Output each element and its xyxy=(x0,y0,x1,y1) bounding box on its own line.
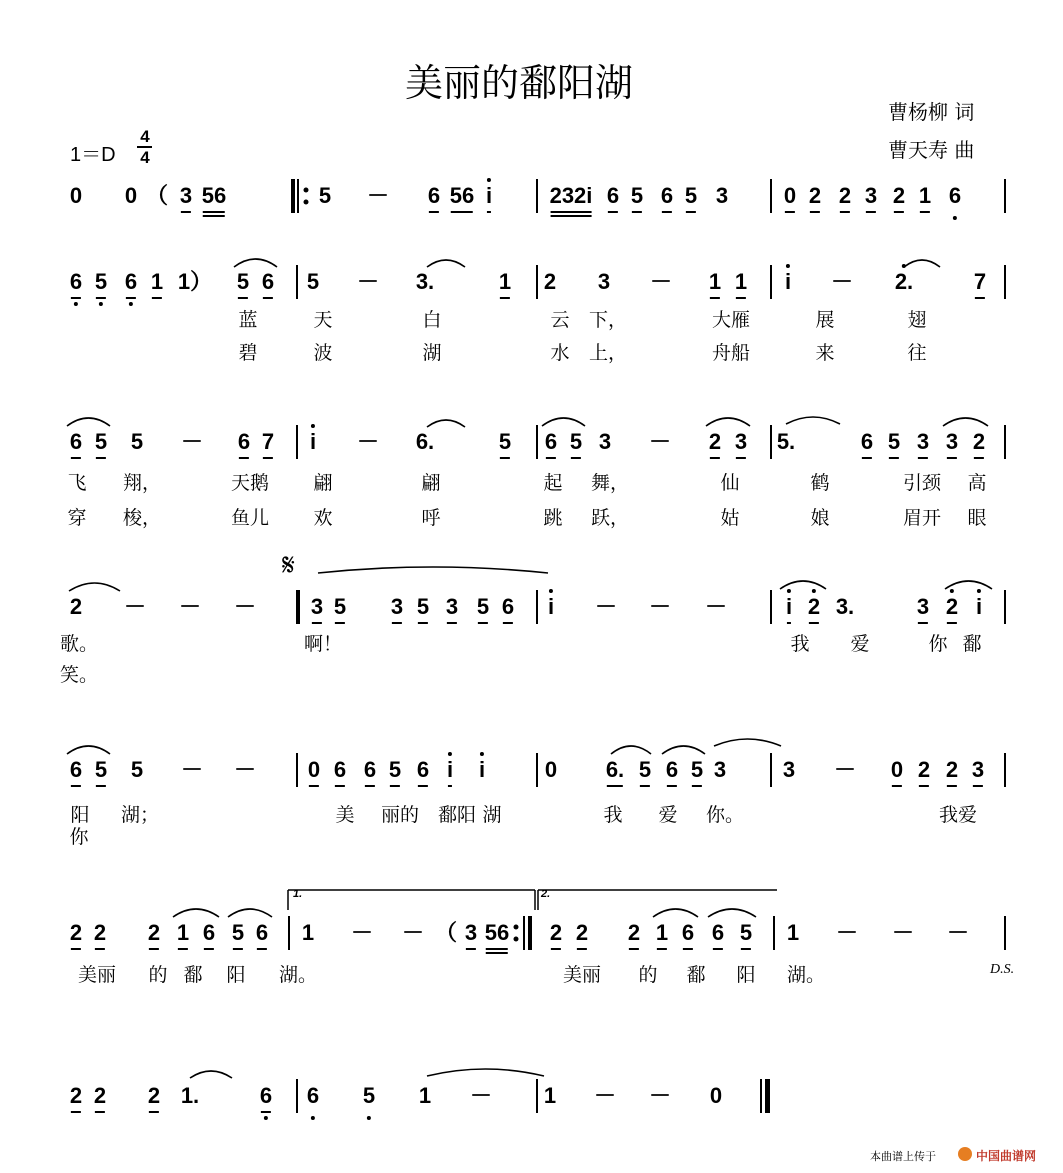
note: 2 xyxy=(93,920,107,945)
note: 5 xyxy=(306,269,320,294)
note: 3 xyxy=(916,594,930,619)
lyric-syllable: 天鹅 xyxy=(230,472,270,494)
note: 2 xyxy=(549,920,563,945)
note: 3 xyxy=(715,183,729,208)
note: 5 xyxy=(739,920,753,945)
note: 5 xyxy=(130,757,144,782)
note: 232i xyxy=(549,183,593,208)
note: － xyxy=(123,594,147,619)
note: 5 xyxy=(236,269,250,294)
lyric-syllable: 水 xyxy=(550,342,570,364)
note: 1 xyxy=(786,920,800,945)
slur xyxy=(945,581,992,589)
repeat-dot xyxy=(304,200,309,205)
note: 2 xyxy=(627,920,641,945)
note: 3 xyxy=(598,429,612,454)
note: 6 xyxy=(69,269,83,294)
note: 1 xyxy=(918,183,932,208)
note: 7 xyxy=(973,269,987,294)
note: 56 xyxy=(449,183,475,208)
note: 6 xyxy=(711,920,725,945)
note: 3 xyxy=(734,429,748,454)
note: （ xyxy=(434,920,458,945)
lyric-syllable: 的 xyxy=(148,964,168,986)
lyric-syllable: 往 xyxy=(907,342,927,364)
lyric-syllable: 你 xyxy=(69,826,89,848)
note: － xyxy=(648,594,672,619)
slur xyxy=(786,417,840,424)
lyric-syllable: 笑。 xyxy=(59,664,99,686)
lyric-syllable: 碧 xyxy=(238,342,258,364)
note: 6 xyxy=(255,920,269,945)
note: 2 xyxy=(543,269,557,294)
note: － xyxy=(946,920,970,945)
key-signature: 1＝D xyxy=(70,144,116,166)
note: i xyxy=(485,183,493,208)
note: 6 xyxy=(124,269,138,294)
note: 2 xyxy=(972,429,986,454)
lyric-syllable: 湖 xyxy=(422,342,442,364)
lyric-syllable: 鄱 xyxy=(183,964,203,986)
lyric-syllable: 穿 xyxy=(67,507,87,529)
note: － xyxy=(891,920,915,945)
note: 5 xyxy=(388,757,402,782)
lyric-syllable: 翔， xyxy=(122,472,162,494)
note: 5 xyxy=(416,594,430,619)
note: 2 xyxy=(147,1083,161,1108)
note: 2 xyxy=(708,429,722,454)
note: 5 xyxy=(94,429,108,454)
note: 6 xyxy=(306,1083,320,1108)
note: i xyxy=(478,757,486,782)
note: 2 xyxy=(147,920,161,945)
lyric-syllable: 鹤 xyxy=(810,472,830,494)
note: 2 xyxy=(69,594,83,619)
lyric-syllable: 歌。 xyxy=(59,633,99,655)
note: 5 xyxy=(231,920,245,945)
note: 3 xyxy=(945,429,959,454)
note: － xyxy=(649,269,673,294)
note: 5 xyxy=(887,429,901,454)
ds-mark: D.S. xyxy=(990,962,1015,977)
lyricist-credit: 曹杨柳 词 xyxy=(888,100,975,124)
note: 5 xyxy=(333,594,347,619)
note: 6 xyxy=(660,183,674,208)
note: 3 xyxy=(464,920,478,945)
song-title: 美丽的鄱阳湖 xyxy=(405,61,634,105)
note: 1 xyxy=(418,1083,432,1108)
note: － xyxy=(704,594,728,619)
note: 6 xyxy=(69,429,83,454)
note: － xyxy=(180,757,204,782)
lyric-syllable: 舞， xyxy=(590,472,630,494)
note: 0 xyxy=(69,183,83,208)
lyric-syllable: 阳 xyxy=(736,964,756,986)
note: 5 xyxy=(638,757,652,782)
note: － xyxy=(233,757,257,782)
lyric-syllable: 美 xyxy=(335,804,355,826)
slur xyxy=(662,746,705,754)
note: 2 xyxy=(93,1083,107,1108)
note: － xyxy=(350,920,374,945)
lyric-syllable: 鄱 xyxy=(962,633,982,655)
lyric-syllable: 来 xyxy=(815,342,835,364)
slur xyxy=(318,567,548,573)
note: 5 xyxy=(362,1083,376,1108)
note: 0 xyxy=(544,757,558,782)
note: 6 xyxy=(237,429,251,454)
slur xyxy=(943,418,988,426)
repeat-dot xyxy=(514,925,519,930)
slur xyxy=(542,418,585,426)
lyric-syllable: 翩 xyxy=(421,472,441,494)
note: 2 xyxy=(808,183,822,208)
note: 6 xyxy=(948,183,962,208)
note: 56 xyxy=(201,183,227,208)
note: 6 xyxy=(261,269,275,294)
note: 3. xyxy=(835,594,855,619)
repeat-dot xyxy=(514,937,519,942)
slur xyxy=(67,746,110,754)
note: 0 xyxy=(890,757,904,782)
slur xyxy=(714,739,781,746)
lyric-syllable: 翅 xyxy=(907,309,927,331)
lyric-syllable: 阳 xyxy=(70,804,90,826)
note: i xyxy=(547,594,555,619)
note: 2 xyxy=(917,757,931,782)
lyric-syllable: 啊！ xyxy=(303,633,343,655)
note: 6 xyxy=(69,757,83,782)
slur xyxy=(611,746,651,754)
note: i xyxy=(785,594,793,619)
lyric-syllable: 鄱阳 xyxy=(437,804,477,826)
note: 6 xyxy=(665,757,679,782)
lyric-syllable: 引颈 xyxy=(902,472,942,494)
note: － xyxy=(830,269,854,294)
volta-2-label: 2. xyxy=(541,888,551,900)
lyric-syllable: 我爱 xyxy=(938,804,978,826)
lyric-syllable: 美丽 xyxy=(77,964,117,986)
lyric-syllable: 欢 xyxy=(313,507,333,529)
note: 3 xyxy=(179,183,193,208)
note: 5 xyxy=(569,429,583,454)
note: 5 xyxy=(476,594,490,619)
lyric-syllable: 舟船 xyxy=(711,342,751,364)
note: i xyxy=(446,757,454,782)
lyric-syllable: 高 xyxy=(967,472,987,494)
lyric-syllable: 起 xyxy=(543,472,563,494)
lyric-syllable: 波 xyxy=(313,342,333,364)
note: 6 xyxy=(363,757,377,782)
note: 2 xyxy=(945,594,959,619)
lyric-syllable: 的 xyxy=(638,964,658,986)
slur xyxy=(67,418,110,426)
lyric-syllable: 丽的 xyxy=(380,804,420,826)
lyric-syllable: 大雁 xyxy=(711,309,751,331)
lyric-syllable: 我 xyxy=(790,633,810,655)
note: 6 xyxy=(427,183,441,208)
note: － xyxy=(233,594,257,619)
note: 6 xyxy=(416,757,430,782)
lyric-syllable: 阳 xyxy=(226,964,246,986)
note: 3. xyxy=(415,269,435,294)
lyric-syllable: 鱼儿 xyxy=(230,507,270,529)
note: 2 xyxy=(945,757,959,782)
note: 5 xyxy=(130,429,144,454)
time-signature-bottom: 4 xyxy=(140,148,150,167)
note: 3 xyxy=(713,757,727,782)
note: 6 xyxy=(544,429,558,454)
note: 5 xyxy=(94,757,108,782)
note: － xyxy=(366,183,390,208)
slur xyxy=(427,260,465,267)
note: 5 xyxy=(318,183,332,208)
lyric-syllable: 我 xyxy=(603,804,623,826)
note: 5 xyxy=(94,269,108,294)
composer-credit: 曹天寿 曲 xyxy=(888,138,975,162)
note: － xyxy=(833,757,857,782)
slur xyxy=(780,581,826,589)
note: － xyxy=(356,269,380,294)
note: 6 xyxy=(259,1083,273,1108)
note: 1 xyxy=(301,920,315,945)
note: 2. xyxy=(894,269,914,294)
lyric-syllable: 娘 xyxy=(810,507,830,529)
note: 3 xyxy=(390,594,404,619)
note: 6. xyxy=(605,757,625,782)
lyric-syllable: 跃， xyxy=(590,507,630,529)
slur xyxy=(234,259,277,267)
lyric-syllable: 天 xyxy=(313,309,333,331)
note: 0 xyxy=(307,757,321,782)
lyric-syllable: 跳 xyxy=(543,507,563,529)
note: i xyxy=(975,594,983,619)
note: 5 xyxy=(690,757,704,782)
note: － xyxy=(180,429,204,454)
note: － xyxy=(648,1083,672,1108)
lyric-syllable: 你。 xyxy=(705,804,745,826)
note: 7 xyxy=(261,429,275,454)
lyric-syllable: 爱 xyxy=(658,804,678,826)
slur xyxy=(228,909,272,917)
note: 5 xyxy=(498,429,512,454)
lyric-syllable: 姑 xyxy=(720,507,740,529)
note: 6 xyxy=(333,757,347,782)
lyric-syllable: 仙 xyxy=(720,472,740,494)
lyric-syllable: 爱 xyxy=(850,633,870,655)
note: － xyxy=(401,920,425,945)
note: 5 xyxy=(630,183,644,208)
note: 1） xyxy=(177,269,213,294)
footer-upload-text: 本曲谱上传于 xyxy=(870,1150,936,1163)
note: 3 xyxy=(971,757,985,782)
note: 3 xyxy=(597,269,611,294)
note: 2 xyxy=(575,920,589,945)
note: 1 xyxy=(176,920,190,945)
note: － xyxy=(648,429,672,454)
volta-1-label: 1. xyxy=(293,888,303,900)
note: － xyxy=(593,1083,617,1108)
note: 1 xyxy=(655,920,669,945)
note: 6 xyxy=(202,920,216,945)
lyric-syllable: 下， xyxy=(588,309,628,331)
site-brand: 中国曲谱网 xyxy=(976,1149,1037,1163)
lyric-syllable: 眉开 xyxy=(902,507,942,529)
note: 2 xyxy=(892,183,906,208)
note: 1 xyxy=(734,269,748,294)
slur xyxy=(190,1071,232,1078)
segno-mark: 𝄋 xyxy=(282,548,295,583)
lyric-syllable: 梭， xyxy=(122,507,162,529)
note: 6 xyxy=(860,429,874,454)
note: 1 xyxy=(150,269,164,294)
note: 0 xyxy=(124,183,138,208)
lyric-syllable: 湖。 xyxy=(786,964,826,986)
note: － xyxy=(469,1083,493,1108)
slur xyxy=(427,1069,544,1076)
lyric-syllable: 蓝 xyxy=(238,309,258,331)
note: － xyxy=(835,920,859,945)
note: 0 xyxy=(783,183,797,208)
note: 6 xyxy=(501,594,515,619)
note: 3 xyxy=(916,429,930,454)
repeat-dot xyxy=(304,188,309,193)
note: 2 xyxy=(69,1083,83,1108)
time-signature-top: 4 xyxy=(140,127,150,146)
note: 2 xyxy=(807,594,821,619)
slur xyxy=(708,909,756,917)
note: （ xyxy=(145,183,169,208)
note: － xyxy=(356,429,380,454)
note: i xyxy=(309,429,317,454)
lyric-syllable: 上， xyxy=(588,342,628,364)
note: 3 xyxy=(445,594,459,619)
slur xyxy=(427,420,465,427)
site-logo-icon xyxy=(958,1147,972,1161)
lyric-syllable: 眼 xyxy=(967,507,987,529)
slur xyxy=(69,583,120,591)
note: 1 xyxy=(498,269,512,294)
slur xyxy=(173,909,219,917)
note: 3 xyxy=(310,594,324,619)
lyric-syllable: 飞 xyxy=(67,472,87,494)
lyric-syllable: 鄱 xyxy=(686,964,706,986)
lyric-syllable: 湖； xyxy=(120,804,160,826)
note: 5. xyxy=(776,429,796,454)
note: 6 xyxy=(681,920,695,945)
note: 5 xyxy=(684,183,698,208)
lyric-syllable: 展 xyxy=(815,309,835,331)
note: 3 xyxy=(864,183,878,208)
note: 2 xyxy=(838,183,852,208)
lyric-syllable: 云 xyxy=(550,309,570,331)
note: － xyxy=(594,594,618,619)
lyric-syllable: 白 xyxy=(422,309,442,331)
note: i xyxy=(784,269,792,294)
note: 1. xyxy=(180,1083,200,1108)
lyric-syllable: 你 xyxy=(928,633,948,655)
slur xyxy=(653,909,698,917)
note: 3 xyxy=(782,757,796,782)
note: 2 xyxy=(69,920,83,945)
note: 1 xyxy=(543,1083,557,1108)
note: － xyxy=(178,594,202,619)
slur xyxy=(904,260,940,267)
lyric-syllable: 湖 xyxy=(482,804,502,826)
note: 6. xyxy=(415,429,435,454)
lyric-syllable: 湖。 xyxy=(278,964,318,986)
lyric-syllable: 呼 xyxy=(421,507,441,529)
note: 0 xyxy=(709,1083,723,1108)
slur xyxy=(706,418,750,426)
lyric-syllable: 翩 xyxy=(313,472,333,494)
note: 6 xyxy=(606,183,620,208)
note: 56 xyxy=(484,920,510,945)
note: 1 xyxy=(708,269,722,294)
lyric-syllable: 美丽 xyxy=(562,964,602,986)
